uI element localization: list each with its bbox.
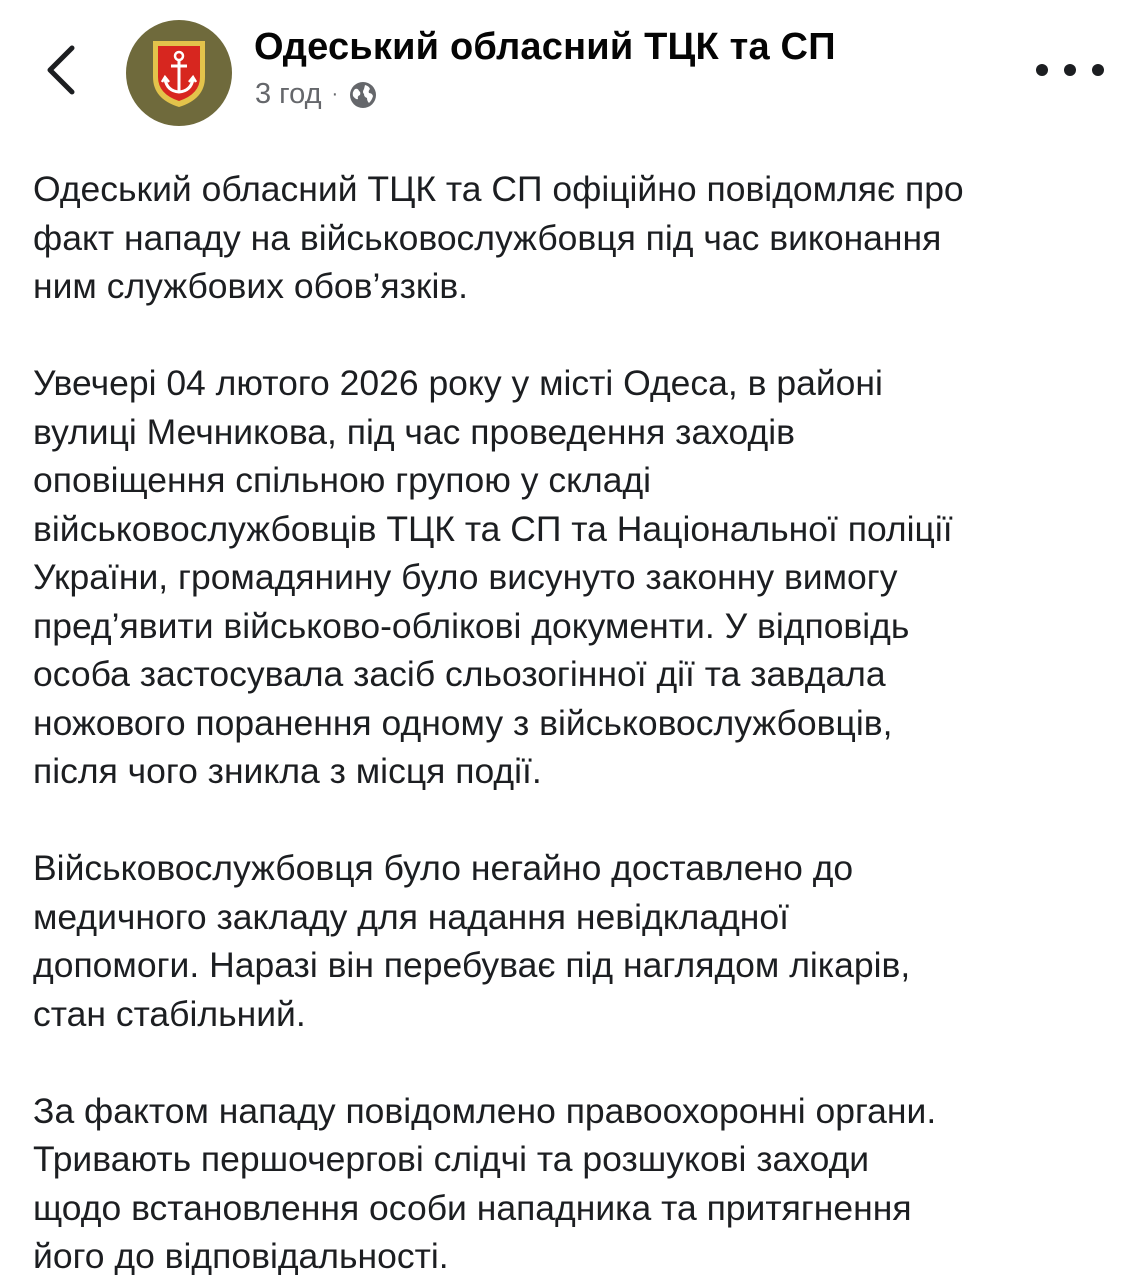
more-dot	[1064, 64, 1076, 76]
post-paragraph: За фактом нападу повідомлено правоохоронні органи. Тривають першочергові слідчі та розшукові заходи щодо встановлення особи нападника та притягнення його до відповідальності.	[33, 1090, 937, 1276]
page-name-link[interactable]: Одеський обласний ТЦК та СП	[254, 26, 836, 68]
avatar[interactable]	[126, 20, 232, 126]
post-paragraph: Військовослужбовця було негайно доставлено до медичного закладу для надання невідкладної допомоги. Наразі він перебуває під наглядом лікарів, стан стабільний.	[33, 848, 911, 1034]
post-meta	[255, 78, 378, 111]
more-dot	[1036, 64, 1048, 76]
meta-separator: ·	[331, 83, 339, 105]
more-dot	[1092, 64, 1104, 76]
post-paragraph: Одеський обласний ТЦК та СП офіційно повідомляє про факт нападу на військовослужбовця під час виконання ним службових обов’язків.	[33, 169, 964, 306]
chevron-left-icon	[42, 42, 82, 98]
post-paragraph: Увечері 04 лютого 2026 року у місті Одеса, в районі вулиці Мечникова, під час проведення заходів оповіщення спільною групою у складі військовослужбовців ТЦК та СП та Національної поліції України, громадянину було висунуто законну вимогу пред’явити військово-облікові документи. У відповідь особа застосувала засіб сльозогінної дії та завдала ножового поранення одному з військовослужбовців, після чого зникла з місця події.	[33, 363, 953, 791]
globe-icon	[348, 80, 378, 110]
more-options-button[interactable]	[1036, 50, 1104, 90]
post-header	[0, 0, 1132, 150]
shield-emblem-icon	[149, 37, 209, 109]
back-button[interactable]	[30, 38, 94, 102]
post-text	[33, 165, 1108, 1281]
post-time[interactable]: 3 год	[255, 78, 322, 110]
